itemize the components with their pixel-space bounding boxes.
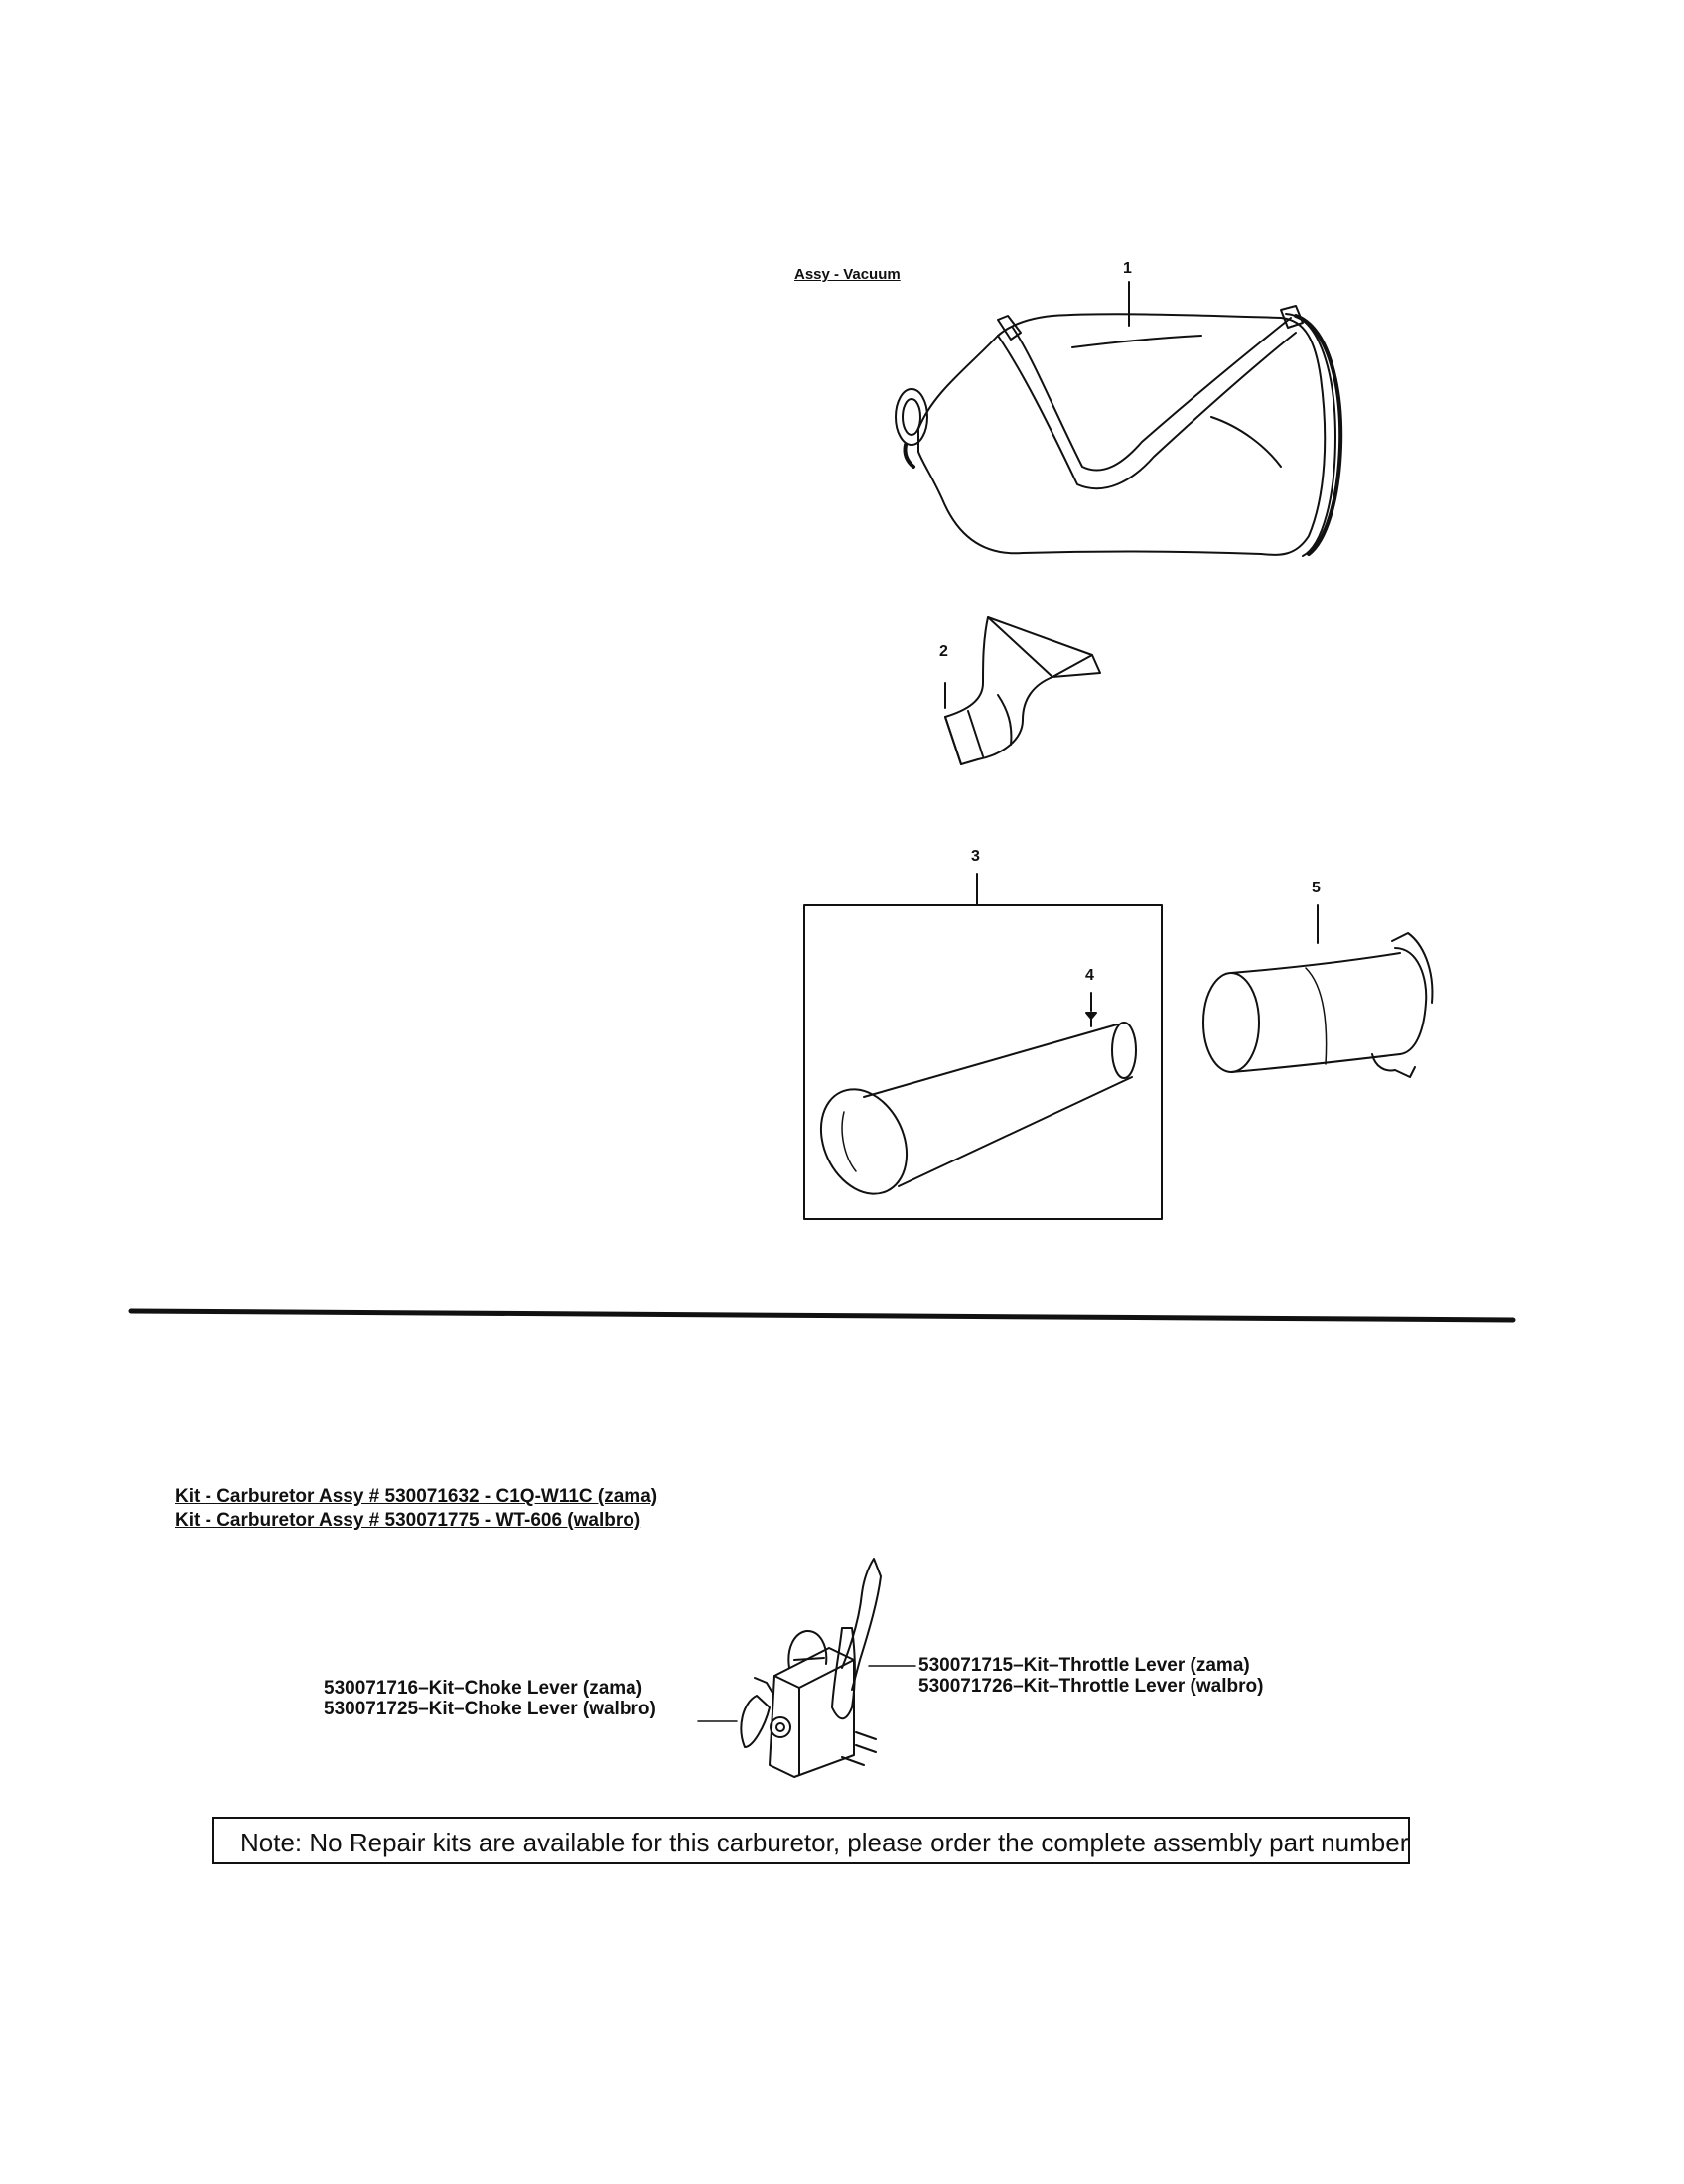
callout-2: 2 (939, 643, 948, 660)
choke-lever-label-walbro: 530071725–Kit–Choke Lever (walbro) (324, 1699, 656, 1719)
nozzle-part-5 (1203, 905, 1432, 1077)
vacuum-bag-part-1 (896, 282, 1340, 556)
throttle-lever-label-walbro: 530071726–Kit–Throttle Lever (walbro) (918, 1676, 1264, 1697)
callout-4: 4 (1085, 967, 1094, 984)
throttle-lever-label-zama: 530071715–Kit–Throttle Lever (zama) (918, 1655, 1250, 1676)
carburetor-illustration (698, 1559, 915, 1777)
blower-tube-part-3 (804, 874, 1162, 1219)
section-divider (131, 1311, 1513, 1320)
carburetor-kit-title-walbro: Kit - Carburetor Assy # 530071775 - WT-606 (walbro) (175, 1510, 641, 1531)
choke-lever-label-zama: 530071716–Kit–Choke Lever (zama) (324, 1678, 643, 1699)
callout-1: 1 (1123, 260, 1132, 277)
vacuum-assembly-title: Assy - Vacuum (794, 266, 901, 283)
note-text: Note: No Repair kits are available for this carburetor, please order the complete assembly part number (240, 1828, 1409, 1857)
carburetor-kit-title-zama: Kit - Carburetor Assy # 530071632 - C1Q-W11C (zama) (175, 1486, 658, 1507)
callout-5: 5 (1312, 880, 1321, 896)
elbow-adapter-part-2 (945, 617, 1100, 764)
callout-3: 3 (971, 848, 980, 865)
